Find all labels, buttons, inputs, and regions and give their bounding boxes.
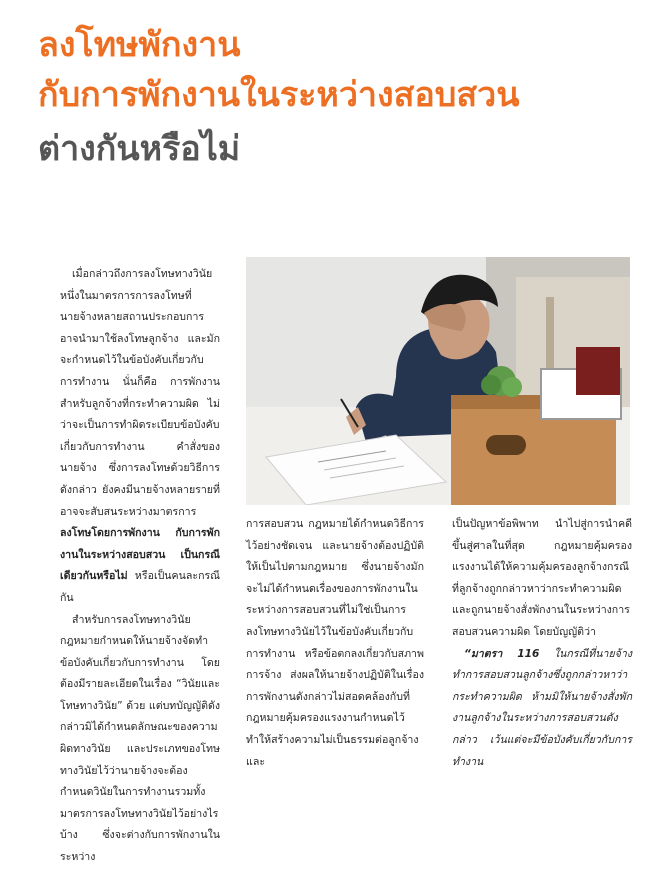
paragraph-investigation: การสอบสวน กฎหมายได้กำหนดวิธีการไว้อย่างชัดเจน และนายจ้างต้องปฏิบัติให้เป็นไปตามกฎหมาย ซึ่งนายจ้างมักจะไม่ได้กำหนดเรื่องของการพักงานในระหว่างการสอบสวนที่ไม่ใช่เป็นการลงโทษทางวินัยไว้ในข้อบังคับเกี่ยวกับการทำงาน หรือข้อตกลงเกี่ยวกับสภาพการจ้าง ส่งผลให้นายจ้างปฏิบัติในเรื่องการพักงานดังกล่าวไม่สอดคล้องกับที่กฎหมายคุ้มครองแรงงานกำหนดไว้ ทำให้สร้างความไม่เป็นธรรมต่อลูกจ้าง และ — [246, 518, 424, 768]
article-column-2 — [246, 514, 424, 773]
title-line-2: กับการพักงานในระหว่างสอบสวน — [38, 75, 520, 115]
intro-bold-question: ลงโทษโดยการพักงาน กับการพักงานในระหว่างสอบสวน เป็นกรณีเดียวกันหรือไม่ — [60, 527, 220, 583]
title-line-1: ลงโทษพักงาน — [38, 25, 241, 65]
paragraph-discipline: สำหรับการลงโทษทางวินัย กฎหมายกำหนดให้นายจ้างจัดทำข้อบังคับเกี่ยวกับการทำงาน โดยต้องมีรายละเอียดในเรื่อง “วินัยและโทษทางวินัย” ด้วย แต่บทบัญญัติดังกล่าวมิได้กำหนดลักษณะของความผิดทางวินัย และประเภทของโทษทางวินัยไว้ว่านายจ้างจะต้องกำหนดวินัยในการทำงานรวมทั้งมาตรการลงโทษทางวินัยไว้อย่างไรบ้าง ซึ่งจะต่างกับการพักงานในระหว่าง — [60, 613, 220, 864]
article-column-3 — [452, 514, 632, 773]
quote-section-116 — [452, 644, 632, 774]
intro-tail: หรือเป็นคนละกรณีกัน — [60, 570, 220, 604]
title-line-3: ต่างกันหรือไม่ — [38, 129, 241, 169]
paragraph-intro — [60, 264, 220, 610]
quote-text: ในกรณีที่นายจ้างทำการสอบสวนลูกจ้างซึ่งถูกกล่าวหาว่ากระทำความผิด ห้ามมิให้นายจ้างสั่งพักงานลูกจ้างในระหว่างการสอบสวนดังกล่าว เว้นแต่จะมีข้อบังคับเกี่ยวกับการทำงาน — [452, 647, 632, 768]
paragraph-dispute: เป็นปัญหาข้อพิพาท นำไปสู่การนำคดีขึ้นสู่ศาลในที่สุด กฎหมายคุ้มครองแรงงานได้ให้ความคุ้มครองลูกจ้างกรณีที่ลูกจ้างถูกกล่าวหาว่ากระทำความผิด และถูกนายจ้างสั่งพักงานในระหว่างการสอบสวนความผิด โดยบัญญัติว่า — [452, 518, 632, 638]
stressed-office-worker-photo — [246, 257, 630, 505]
article-column-1 — [60, 264, 220, 869]
intro-text: เมื่อกล่าวถึงการลงโทษทางวินัย หนึ่งในมาตรการการลงโทษที่นายจ้างหลายสถานประกอบการอาจนำมาใช้ลงโทษลูกจ้าง และมักจะกำหนดไว้ในข้อบังคับเกี่ยวกับการทำงาน นั่นก็คือ การพักงานสำหรับลูกจ้างที่กระทำความผิด ไม่ว่าจะเป็นการทำผิดระเบียบข้อบังคับเกี่ยวกับการทำงาน คำสั่งของนายจ้าง ซึ่งการลงโทษด้วยวิธีการดังกล่าว ยังคงมีนายจ้างหลายรายที่อาจจะสับสนระหว่างมาตรการ — [60, 268, 220, 518]
quote-label: “มาตรา 116 — [464, 647, 540, 660]
